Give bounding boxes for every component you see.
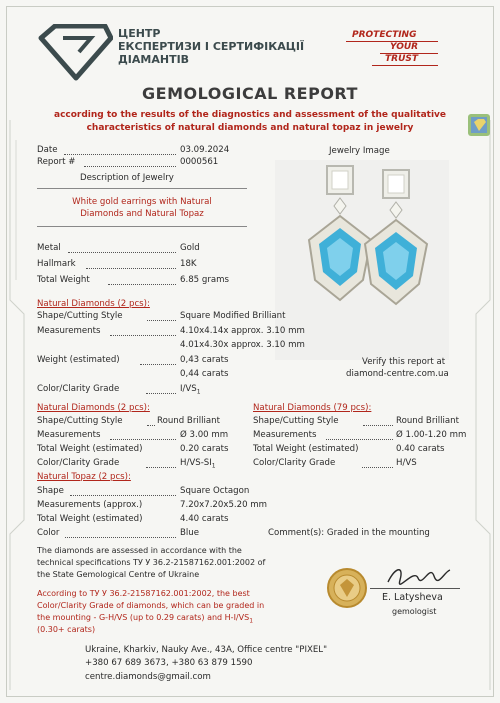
report-title: GEMOLOGICAL REPORT [142,84,358,103]
main-weight-value2: 0,44 carats [180,369,229,379]
contact-address: Ukraine, Kharkiv, Nauky Ave., 43A, Office centre "PIXEL" [85,645,328,655]
round79-shape-label: Shape/Cutting Style [253,416,339,426]
round79-shape-value: Round Brilliant [396,416,459,426]
round79-measurements-label: Measurements [253,430,317,440]
round2-grade-subscript: 1 [211,462,216,470]
round79-weight-value: 0.40 carats [396,444,445,454]
round2-grade-value: H/VS-SI [180,458,212,468]
signature-icon [384,562,454,590]
note-red-line4: (0.30+ carats) [37,625,96,634]
main-grade [180,384,201,398]
comments: Comment(s): Graded in the mounting [268,528,430,538]
description-line2: Diamonds and Natural Topaz [80,209,204,219]
verify-link[interactable]: diamond-centre.com.ua [346,369,449,379]
round2-measurements-value: Ø 3.00 mm [180,430,229,440]
hallmark-label: Hallmark [37,259,76,269]
main-measurements-value1: 4.10x4.14x approx. 3.10 mm [180,326,305,336]
topaz-weight-label: Total Weight (estimated) [37,514,143,524]
topaz-heading: Natural Topaz (2 pcs): [37,472,131,482]
round2-grade [180,458,216,472]
slogan-line3: TRUST [385,54,418,64]
circuit-decoration-right [460,0,500,703]
note-line3: the State Gemological Centre of Ukraine [37,570,200,579]
note-red-line3-subscript: 1 [249,617,254,625]
hologram-sticker-icon [468,114,490,136]
circuit-decoration-left [0,0,40,703]
main-grade-subscript: 1 [196,388,201,396]
gemologist-role: gemologist [392,607,437,616]
topaz-color-label: Color [37,528,60,538]
round2-weight-value: 0.20 carats [180,444,229,454]
main-grade-value: I/VS [180,384,197,394]
main-diamonds-heading: Natural Diamonds (2 pcs): [37,299,150,309]
description-heading: Description of Jewelry [80,173,174,183]
main-shape-label: Shape/Cutting Style [37,311,123,321]
report-subtitle-line2: characteristics of natural diamonds and natural topaz in jewelry [86,123,414,133]
round2-shape-label: Shape/Cutting Style [37,416,123,426]
org-name-line2: ЕКСПЕРТИЗИ І СЕРТИФІКАЦІЇ [118,40,305,53]
round79-measurements-value: Ø 1.00-1.20 mm [396,430,467,440]
metal-label: Metal [37,243,61,253]
note-red-line3-text: the mounting - G-H/VS (up to 0.29 carats) and H-I/VS [37,613,250,622]
main-measurements-value2: 4.01x4.30x approx. 3.10 mm [180,340,305,350]
round79-weight-label: Total Weight (estimated) [253,444,359,454]
topaz-shape-label: Shape [37,486,64,496]
gold-seal-icon [326,567,368,609]
topaz-measurements-value: 7.20x7.20x5.20 mm [180,500,268,510]
round2-grade-label: Color/Clarity Grade [37,458,120,468]
topaz-shape-value: Square Octagon [180,486,250,496]
hallmark-value: 18K [180,259,197,269]
topaz-measurements-label: Measurements (approx.) [37,500,143,510]
round79-heading: Natural Diamonds (79 pcs): [253,403,372,413]
main-shape-value: Square Modified Brilliant [180,311,286,321]
org-name-line1: ЦЕНТР [118,27,161,40]
main-weight-value1: 0,43 carats [180,355,229,365]
description-line1: White gold earrings with Natural [72,197,212,207]
main-weight-label: Weight (estimated) [37,355,120,365]
round79-grade-label: Color/Clarity Grade [253,458,336,468]
main-grade-label: Color/Clarity Grade [37,384,120,394]
report-number-label: Report # [37,157,76,167]
gemologist-name: E. Latysheva [382,592,443,603]
date-label: Date [37,145,58,155]
note-line2: technical specifications ТУ У 36.2-21587162.001:2002 of [37,558,266,567]
contact-email[interactable]: centre.diamonds@gmail.com [85,672,211,682]
contact-phones: +380 67 689 3673, +380 63 879 1590 [85,658,253,668]
round2-measurements-label: Measurements [37,430,101,440]
note-red-line2: Color/Clarity Grade of diamonds, which can be graded in [37,601,265,610]
metal-value: Gold [180,243,200,253]
diamond-logo-icon [33,24,113,82]
verify-line1: Verify this report at [362,357,446,367]
total-weight-label: Total Weight [37,275,90,285]
round2-heading: Natural Diamonds (2 pcs): [37,403,150,413]
jewelry-image-label: Jewelry Image [329,146,390,156]
topaz-color-value: Blue [180,528,200,538]
total-weight-value: 6.85 grams [180,275,229,285]
report-subtitle-line1: according to the results of the diagnostics and assessment of the qualitative [54,110,446,120]
slogan-line1: PROTECTING [352,30,417,40]
round79-grade-value: H/VS [396,458,417,468]
date-value: 03.09.2024 [180,145,230,155]
round2-weight-label: Total Weight (estimated) [37,444,143,454]
round2-shape-value: Round Brilliant [157,416,220,426]
report-number-value: 0000561 [180,157,219,167]
main-measurements-label: Measurements [37,326,101,336]
topaz-weight-value: 4.40 carats [180,514,229,524]
note-line1: The diamonds are assessed in accordance with the [37,546,242,555]
slogan-line2: YOUR [390,42,419,52]
org-name-line3: ДІАМАНТІВ [118,53,190,66]
note-red-line1: According to ТУ У 36.2-21587162.001:2002, the best [37,589,250,598]
